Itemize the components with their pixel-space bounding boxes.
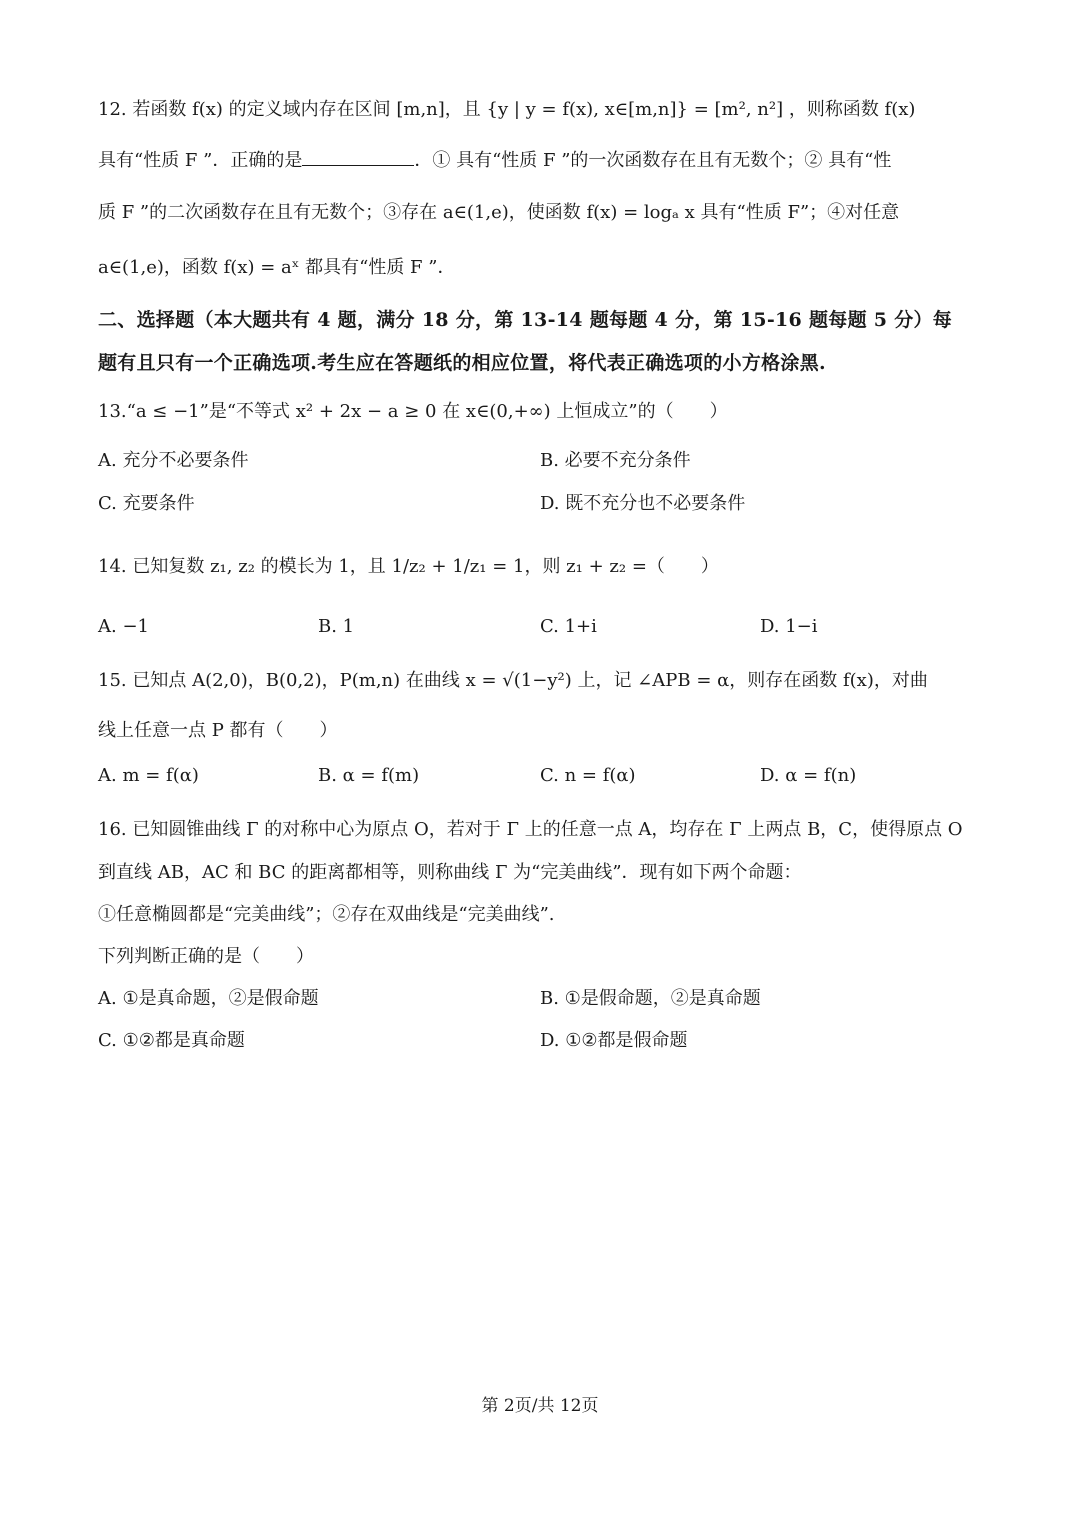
q14-option-b: B. 1 [318, 616, 355, 637]
q16-option-d: D. ①②都是假命题 [540, 1030, 688, 1051]
q13-option-d: D. 既不充分也不必要条件 [540, 493, 746, 514]
section-2-header-line-2: 题有且只有一个正确选项.考生应在答题纸的相应位置，将代表正确选项的小方格涂黑. [98, 352, 826, 374]
q12-line-4: a∈(1,e)，函数 f(x) = aˣ 都具有“性质 F ”． [98, 257, 456, 278]
q15-line-2: 线上任意一点 P 都有（ ） [98, 720, 338, 741]
q12-line-1: 12. 若函数 f(x) 的定义域内存在区间 [m,n]，且 {y | y = f(x), x∈[m,n]} = [m², n²] ，则称函数 f(x) [98, 99, 916, 120]
answer-blank [302, 147, 414, 166]
q14-option-c: C. 1+i [540, 616, 597, 637]
q12-line-2 [98, 146, 891, 172]
q13-option-a: A. 充分不必要条件 [98, 450, 249, 471]
q15-option-b: B. α = f(m) [318, 765, 420, 786]
q16-line-4: 下列判断正确的是（ ） [98, 946, 314, 967]
q16-line-3: ①任意椭圆都是“完美曲线”；②存在双曲线是“完美曲线”. [98, 904, 555, 925]
q15-option-a: A. m = f(α) [98, 765, 199, 786]
q12-line-2-a: 具有“性质 F ”．正确的是 [98, 150, 303, 171]
page-footer: 第 2页/共 12页 [481, 1396, 599, 1416]
q15-option-d: D. α = f(n) [760, 765, 857, 786]
q16-line-1: 16. 已知圆锥曲线 Γ 的对称中心为原点 O，若对于 Γ 上的任意一点 A，均存在 Γ 上两点 B，C，使得原点 O [98, 819, 963, 840]
q16-option-a: A. ①是真命题，②是假命题 [98, 988, 319, 1009]
q12-line-2-b: ．① 具有“性质 F ”的一次函数存在且有无数个；② 具有“性 [414, 150, 892, 171]
q14-option-a: A. −1 [98, 616, 149, 637]
q14-stem: 14. 已知复数 z₁, z₂ 的模长为 1，且 1/z₂ + 1/z₁ = 1，则 z₁ + z₂ =（ ） [98, 556, 719, 577]
q16-line-2: 到直线 AB，AC 和 BC 的距离都相等，则称曲线 Γ 为“完美曲线”．现有如下两个命题： [98, 862, 802, 883]
q12-line-3: 质 F ”的二次函数存在且有无数个；③存在 a∈(1,e)，使函数 f(x) = logₐ x 具有“性质 F”；④对任意 [98, 202, 900, 223]
q15-line-1: 15. 已知点 A(2,0)，B(0,2)，P(m,n) 在曲线 x = √(1−y²) 上，记 ∠APB = α，则存在函数 f(x)，对曲 [98, 670, 928, 691]
q16-option-b: B. ①是假命题，②是真命题 [540, 988, 761, 1009]
q13-option-c: C. 充要条件 [98, 493, 195, 514]
section-2-header-line-1: 二、选择题（本大题共有 4 题，满分 18 分，第 13-14 题每题 4 分，第 15-16 题每题 5 分）每 [98, 309, 953, 331]
q15-option-c: C. n = f(α) [540, 765, 636, 786]
q16-option-c: C. ①②都是真命题 [98, 1030, 245, 1051]
q13-option-b: B. 必要不充分条件 [540, 450, 691, 471]
q14-option-d: D. 1−i [760, 616, 818, 637]
q13-stem: 13.“a ≤ −1”是“不等式 x² + 2x − a ≥ 0 在 x∈(0,+∞) 上恒成立”的（ ） [98, 401, 728, 422]
